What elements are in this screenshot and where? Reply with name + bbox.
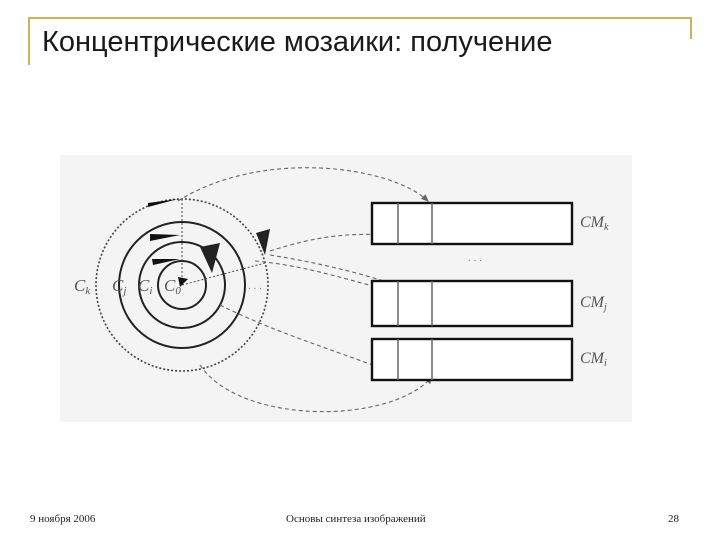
circle-label-k-sub: k — [85, 285, 91, 297]
svg-text:CMi: CMi — [580, 350, 607, 369]
camera-wedge-tilted-1 — [200, 243, 220, 273]
title-frame-left-rule — [28, 17, 30, 65]
connector-j-1 — [255, 261, 390, 291]
svg-text:. . .: . . . — [248, 281, 262, 292]
strip-cm-i — [372, 339, 572, 380]
title-frame-right-rule — [690, 17, 692, 39]
footer-course-title: Основы синтеза изображений — [286, 513, 426, 525]
camera-wedge-outer — [148, 199, 178, 207]
svg-text:. . .: . . . — [468, 253, 482, 264]
strip-cm-j — [372, 281, 572, 326]
svg-text:Ck: Ck — [74, 276, 91, 297]
footer-page-number: 28 — [668, 513, 679, 525]
svg-text:Cj: Cj — [112, 276, 127, 297]
camera-wedge-tilted-2 — [256, 229, 270, 255]
connector-outer — [178, 168, 428, 201]
svg-text:Ci: Ci — [138, 276, 153, 297]
strip-cm-k — [372, 203, 572, 244]
svg-text:CMk: CMk — [580, 214, 609, 233]
svg-text:CMj: CMj — [580, 294, 607, 313]
title-frame-top-rule — [28, 17, 691, 19]
slide-title: Концентрические мозаики: получение — [42, 26, 553, 58]
concentric-mosaic-diagram — [60, 155, 632, 422]
svg-text:C0: C0 — [164, 276, 181, 297]
camera-wedge-k — [150, 234, 180, 241]
footer-date: 9 ноября 2006 — [30, 513, 96, 525]
